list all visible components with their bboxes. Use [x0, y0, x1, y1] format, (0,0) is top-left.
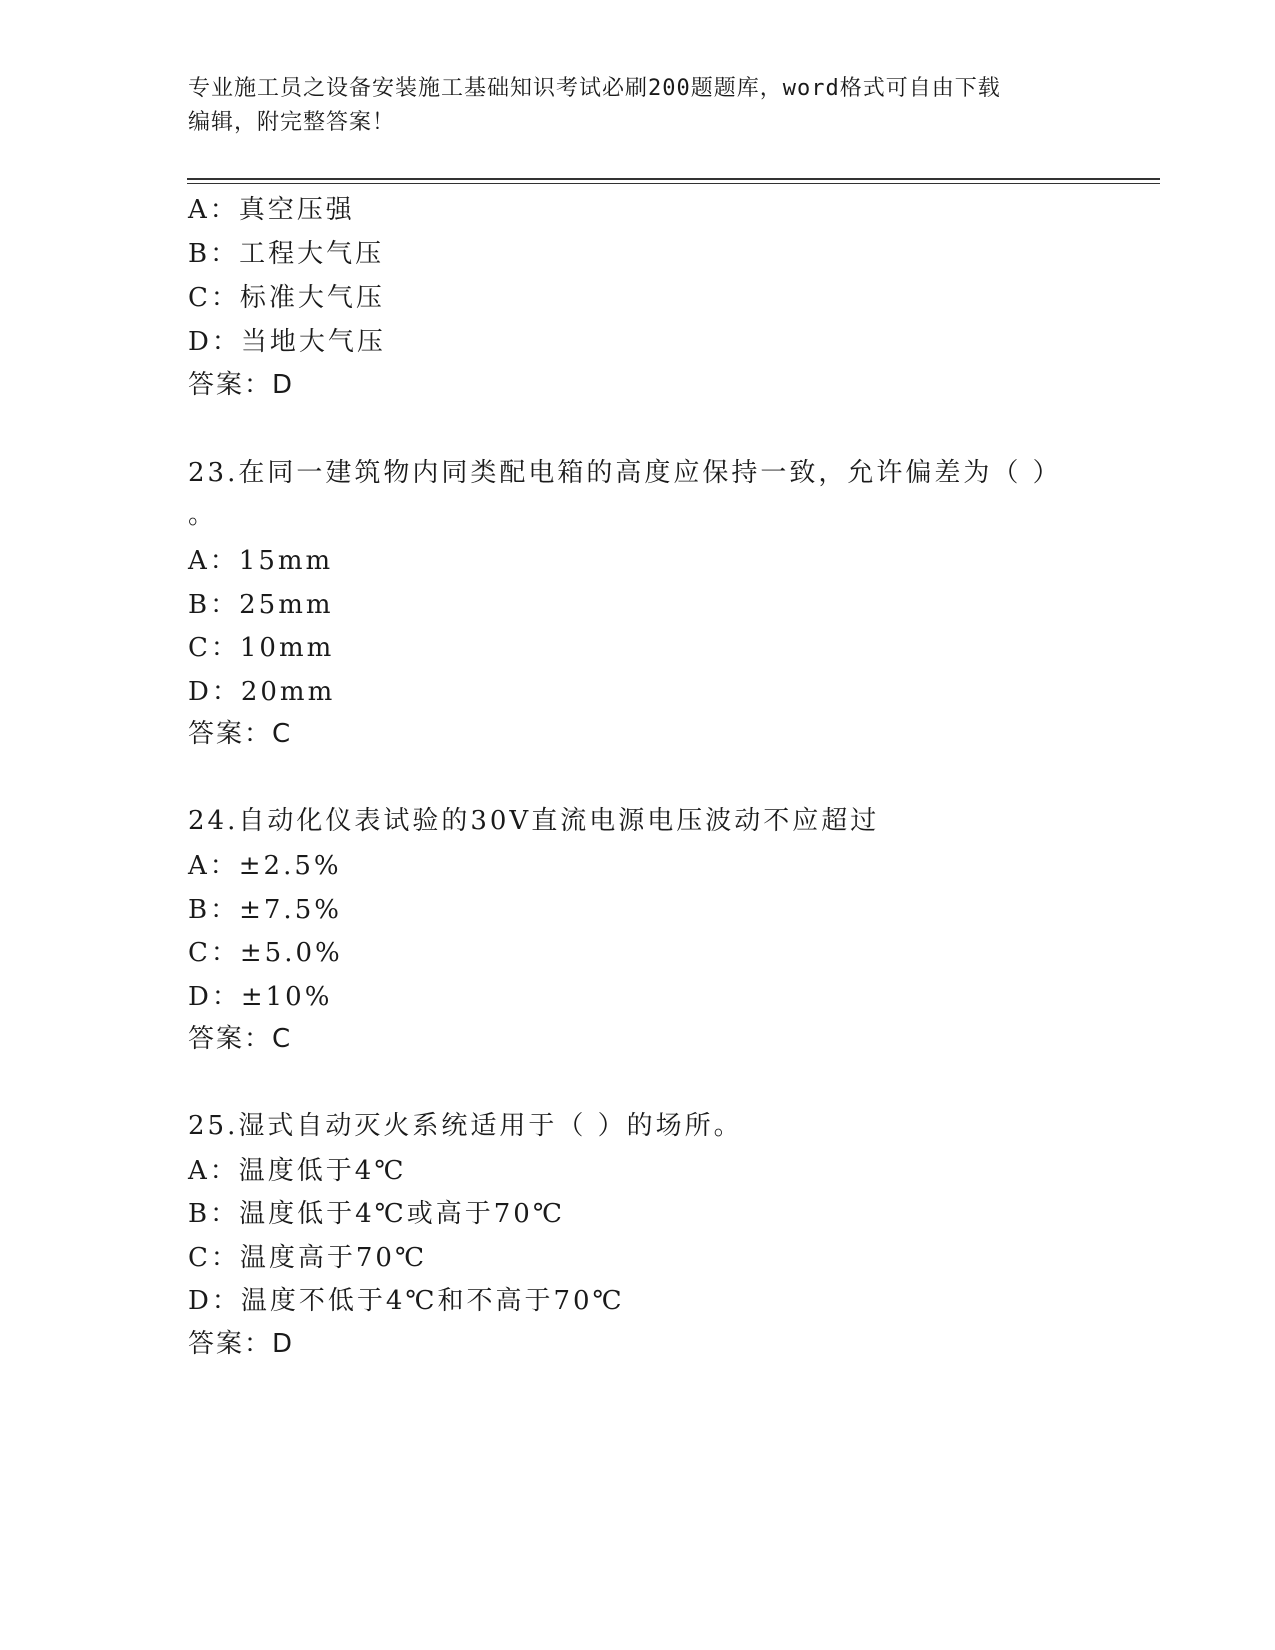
q23-question-end: 。 [188, 500, 218, 530]
header-divider-thick [187, 178, 1160, 180]
q22-option-c: C：标准大气压 [188, 283, 385, 313]
q25-question: 25.湿式自动灭火系统适用于（ ）的场所。 [188, 1111, 743, 1141]
header-line-2: 编辑，附完整答案！ [188, 110, 396, 135]
q23-option-c: C：10mm [188, 633, 335, 663]
q22-option-a: A：真空压强 [188, 195, 355, 225]
q24-option-b: B：±7.5% [188, 895, 342, 925]
q25-option-b: B：温度低于4℃或高于70℃ [188, 1199, 565, 1229]
header-line-1: 专业施工员之设备安装施工基础知识考试必刷200题题库，word格式可自由下载 [188, 76, 1001, 101]
q25-option-d: D：温度不低于4℃和不高于70℃ [188, 1286, 625, 1316]
header-divider-thin [187, 183, 1160, 184]
q24-answer: 答案：C [188, 1024, 293, 1054]
q25-option-c: C：温度高于70℃ [188, 1243, 428, 1273]
q24-option-a: A：±2.5% [188, 851, 342, 881]
q22-option-b: B：工程大气压 [188, 239, 385, 269]
q23-option-d: D：20mm [188, 677, 336, 707]
q24-question: 24.自动化仪表试验的30V直流电源电压波动不应超过 [188, 806, 880, 836]
q23-answer: 答案：C [188, 719, 293, 749]
q25-option-a: A：温度低于4℃ [188, 1156, 407, 1186]
q23-option-b: B：25mm [188, 590, 334, 620]
q23-option-a: A：15mm [188, 546, 334, 576]
q22-answer: 答案：D [188, 370, 295, 400]
q23-question: 23.在同一建筑物内同类配电箱的高度应保持一致，允许偏差为（ ） [188, 458, 1062, 488]
q24-option-c: C：±5.0% [188, 938, 343, 968]
q24-option-d: D：±10% [188, 982, 333, 1012]
q22-option-d: D：当地大气压 [188, 327, 386, 357]
q25-answer: 答案：D [188, 1329, 295, 1359]
document-header [188, 72, 1068, 140]
